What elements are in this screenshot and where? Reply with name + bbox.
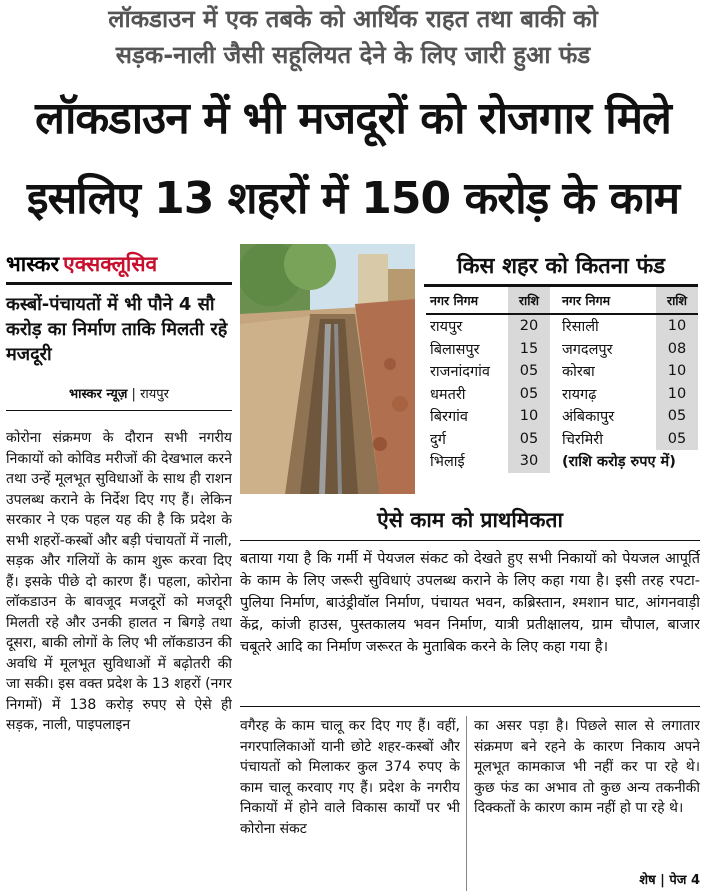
table-row (426, 314, 698, 338)
amount-cell: 05 (656, 405, 698, 428)
table-row (426, 383, 698, 406)
brand-underline (6, 282, 232, 285)
byline-separator: | (131, 387, 141, 402)
amount-cell: 20 (508, 314, 550, 338)
section-divider (240, 706, 700, 707)
amount-cell: 10 (508, 405, 550, 428)
article-column-1: कोरोना संक्रमण के दौरान सभी नगरीय निकायों को कोविड मरीजों की देखभाल करने तथा उन्हें मूलभूत सुविधाओं के साथ ही राशन उपलब्ध कराने के निर्देश दिए गए हैं। लेकिन सरकार ने एक पहल यह की है कि प्रदेश के सभी शहरों-कस्बों और बड़ी पंचायतों में नाली, सड़क और गलियों के काम शुरू करवा दिए हैं। इसके पीछे दो कारण हैं। पहला, कोरोना लॉकडाउन के बावजूद मजदूरों को मजदूरी मिलती रहे और उनकी हालत न बिगड़े तथा दूसरा, बाकी लोगों के लिए भी लॉकडाउन की अवधि में मूलभूत सुविधाओं में बढ़ोतरी की जा सकी। इस वक्त प्रदेश के 13 शहरों (नगर निगमों) में 138 करोड़ रुपए से ऐसे ही सड़क, नाली, पाइपलाइन (6, 430, 232, 733)
city-cell: चिरमिरी (561, 431, 603, 448)
amount-cell: 30 (508, 450, 550, 473)
brand-name: भास्कर (6, 252, 60, 276)
byline-city: रायपुर (140, 387, 169, 402)
amount-cell: 05 (508, 383, 550, 406)
byline-rule (6, 410, 232, 411)
amount-cell: 05 (508, 360, 550, 383)
table-row (426, 338, 698, 361)
headline-line-2: इसलिए 13 शहरों में 150 करोड़ के काम (26, 173, 680, 224)
amount-unit-note: (राशि करोड़ रुपए में) (561, 454, 676, 471)
header-city-right: नगर निगम (550, 287, 656, 314)
article-column-2: वगैरह के काम चालू कर दिए गए हैं। वहीं, नगरपालिकाओं यानी छोटे शहर-कस्बों और पंचायतों को मिलाकर कुल 374 रुपए के काम चालू करवाए गए हैं। प्रदेश के नगरीय निकायों में होने वाले विकास कार्यों पर भी कोरोना संकट (240, 718, 460, 837)
priority-heading: ऐसे काम को प्राथमिकता (240, 500, 700, 541)
city-cell: बिरगांव (430, 409, 468, 426)
amount-cell: 15 (508, 338, 550, 361)
city-cell: रायपुर (430, 319, 463, 336)
fund-table (426, 287, 698, 473)
table-row (426, 405, 698, 428)
city-cell: बिलासपुर (430, 341, 480, 358)
amount-cell: 10 (656, 360, 698, 383)
priority-text: बताया गया है कि गर्मी में पेयजल संकट को देखते हुए सभी निकायों को पेयजल आपूर्ति के काम के लिए जरूरी सुविधाएं उपलब्ध कराने के लिए कहा गया है। इसी तरह रपटा-पुलिया निर्माण, बाउंड्रीवॉल निर्माण, पंचायत भवन, कब्रिस्तान, श्मशान घाट, आंगनवाड़ी केंद्र, कांजी हाउस, पुस्तकालय भवन निर्माण, यात्री प्रतीक्षालय, ग्राम चौपाल, बाजार चबूतरे आदि का निर्माण जरूरत के मुताबिक करने के लिए कहा गया है। (240, 551, 700, 655)
byline-agency: भास्कर न्यूज़ (68, 387, 128, 402)
column-divider (466, 716, 467, 891)
header-amount-right: राशि (656, 287, 698, 314)
city-cell: रिसाली (561, 319, 599, 336)
table-row (426, 450, 698, 473)
fund-table-box (422, 250, 700, 494)
amount-cell: 10 (656, 314, 698, 338)
headline-line-1: लॉकडाउन में भी मजदूरों को रोजगार मिले (35, 93, 671, 144)
amount-cell: 08 (656, 338, 698, 361)
header-amount-left: राशि (508, 287, 550, 314)
city-cell: भिलाई (430, 454, 465, 471)
brand-tag (6, 250, 234, 282)
fund-table-title: किस शहर को कितना फंड (456, 254, 666, 279)
city-cell: धमतरी (430, 386, 466, 403)
city-cell: रायगढ़ (561, 386, 597, 403)
trench-construction-photo (240, 244, 415, 494)
table-row (426, 360, 698, 383)
city-cell: अंबिकापुर (561, 409, 615, 426)
header-city-left: नगर निगम (426, 287, 508, 314)
city-cell: राजनांदगांव (430, 364, 490, 381)
article-column-3: का असर पड़ा है। पिछले साल से लगातार संक्रमण बने रहने के कारण निकाय अपने मूलभूत कामकाज भी नहीं कर पा रहे थे। कुछ फंड का अभाव तो कुछ अन्य तकनीकी दिक्कतों के कारण काम नहीं हो पा रहे थे। (474, 718, 700, 816)
continued-marker: शेष | पेज 4 (639, 873, 700, 888)
amount-cell: 05 (508, 428, 550, 451)
city-cell: कोरबा (561, 364, 595, 381)
city-cell: जगदलपुर (561, 341, 613, 358)
brand-exclusive: एक्सक्लूसिव (63, 252, 158, 276)
amount-cell: 10 (656, 383, 698, 406)
table-row (426, 428, 698, 451)
city-cell: दुर्ग (430, 431, 446, 448)
byline (6, 384, 232, 402)
kicker-line-1: लॉकडाउन में एक तबके को आर्थिक राहत तथा बाकी को (108, 5, 598, 33)
subheadline: कस्बों-पंचायतों में भी पौने 4 सौ करोड़ का निर्माण ताकि मिलती रहे मजदूरी (6, 294, 228, 365)
kicker-line-2: सड़क-नाली जैसी सहूलियत देने के लिए जारी हुआ फंड (115, 41, 591, 69)
fund-table-header-row (426, 287, 698, 314)
amount-cell: 05 (656, 428, 698, 451)
trench-photo-illustration (240, 244, 415, 494)
